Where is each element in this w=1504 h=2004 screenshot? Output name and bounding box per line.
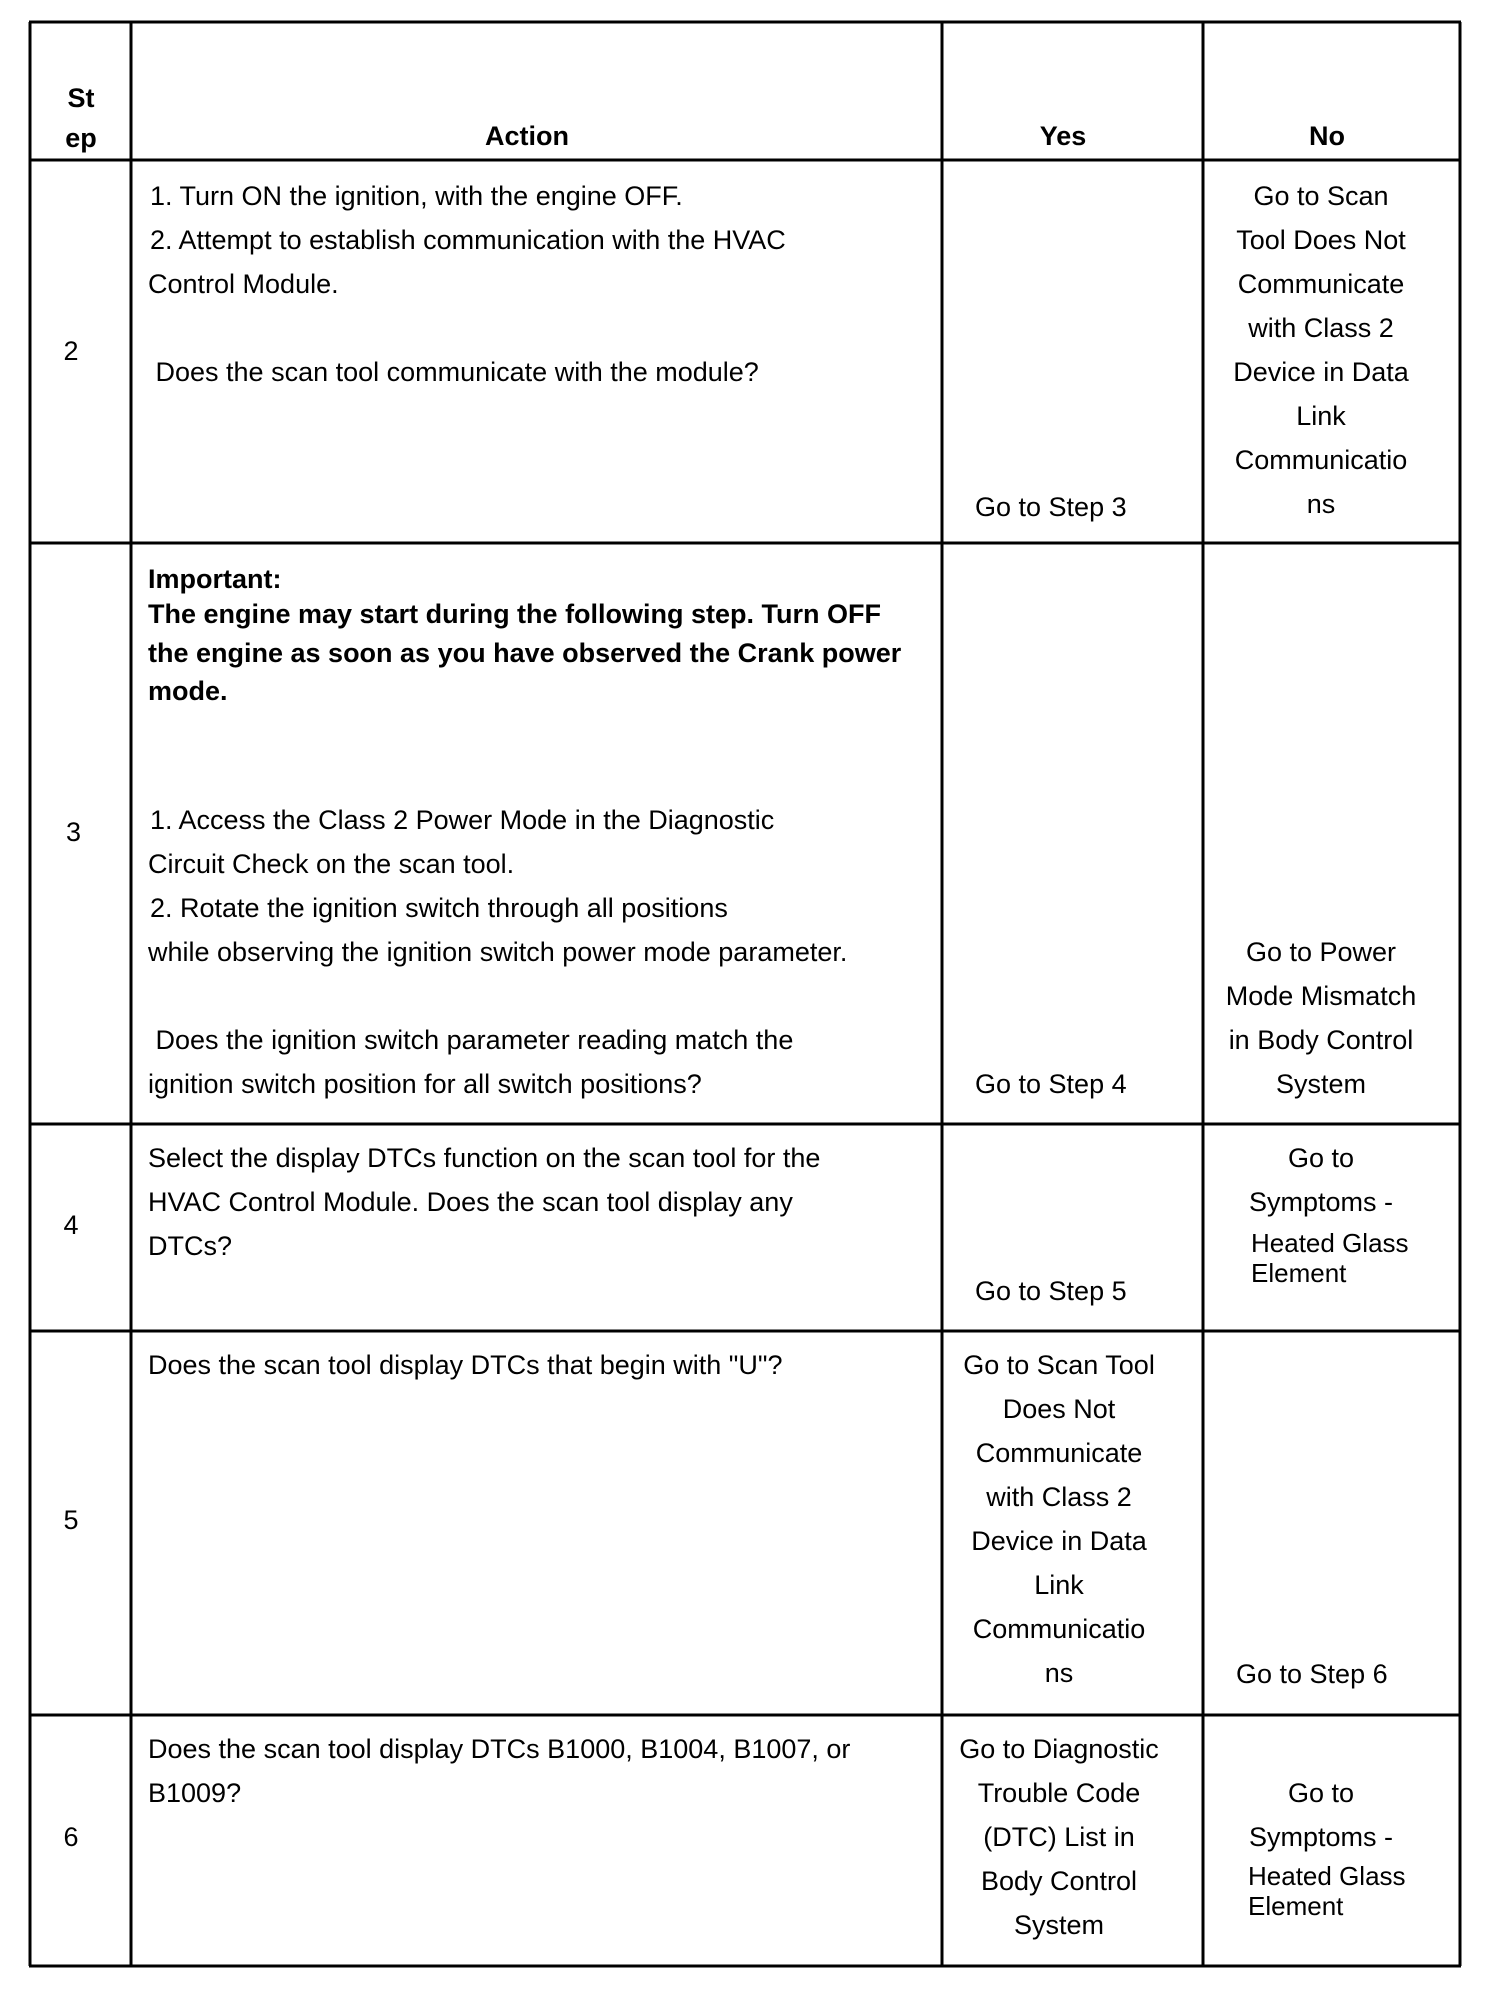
action-line: 2. Rotate the ignition switch through all positions (150, 893, 728, 923)
action-line: Circuit Check on the scan tool. (148, 849, 515, 879)
no-link[interactable]: Go to Step 6 (1236, 1659, 1388, 1689)
header-no: No (1309, 121, 1345, 151)
no-link-line[interactable]: Heated Glass (1251, 1228, 1409, 1258)
action-line: Control Module. (148, 269, 339, 299)
yes-link[interactable]: Go to Diagnostic Trouble Code (DTC) List in Body Control System (959, 1734, 1159, 1940)
no-link-line[interactable]: Heated Glass (1248, 1861, 1406, 1891)
yes-link[interactable]: Go to Scan Tool Does Not Communicate with Class 2 Device in Data Link Communicatio ns (963, 1350, 1155, 1688)
action-line: HVAC Control Module. Does the scan tool display any (148, 1187, 793, 1217)
no-link-line[interactable]: Go to (1287, 1143, 1355, 1173)
no-link-line[interactable]: Symptoms - (1248, 1822, 1394, 1852)
step-number: 4 (63, 1210, 79, 1240)
no-link-line[interactable]: Element (1251, 1258, 1347, 1288)
action-line: DTCs? (148, 1231, 233, 1261)
no-link[interactable]: Go to Scan Tool Does Not Communicate with Class 2 Device in Data Link Communicatio ns (1233, 181, 1409, 519)
action-line: while observing the ignition switch power mode parameter. (148, 937, 848, 967)
action-line: Does the scan tool display DTCs that begin with "U"? (148, 1350, 783, 1380)
header-step-line1: St (67, 83, 95, 113)
step-number: 6 (63, 1822, 79, 1852)
action-line: Select the display DTCs function on the scan tool for the (148, 1143, 821, 1173)
header-yes: Yes (1039, 121, 1087, 151)
action-line: 1. Access the Class 2 Power Mode in the Diagnostic (150, 805, 775, 835)
yes-link[interactable]: Go to Step 5 (975, 1276, 1127, 1306)
header-step-line2: ep (65, 123, 97, 153)
action-line: Does the scan tool display DTCs B1000, B1004, B1007, or (148, 1734, 851, 1764)
step-number: 2 (63, 336, 79, 366)
step-number: 3 (65, 817, 82, 847)
action-line: 2. Attempt to establish communication with the HVAC (150, 225, 786, 255)
action-question: Does the scan tool communicate with the module? (148, 357, 759, 387)
header-action: Action (485, 121, 569, 151)
yes-link[interactable]: Go to Step 4 (975, 1069, 1127, 1099)
yes-link[interactable]: Go to Step 3 (975, 492, 1127, 522)
action-question: Does the ignition switch parameter reading match the (148, 1025, 794, 1055)
important-label: Important: (148, 564, 282, 594)
no-link-line[interactable]: Element (1248, 1891, 1344, 1921)
no-link-line[interactable]: Go to (1287, 1778, 1355, 1808)
action-line: 1. Turn ON the ignition, with the engine OFF. (150, 181, 683, 211)
no-link-line[interactable]: Symptoms - (1248, 1187, 1394, 1217)
step-number: 5 (63, 1505, 79, 1535)
action-line: B1009? (148, 1778, 242, 1808)
header-step (31, 78, 131, 158)
no-link[interactable]: Go to Power Mode Mismatch in Body Control System (1225, 937, 1417, 1099)
action-line: ignition switch position for all switch positions? (148, 1069, 702, 1099)
important-text: The engine may start during the following step. Turn OFF the engine as soon as you have observed the Crank power mode. (148, 599, 902, 706)
